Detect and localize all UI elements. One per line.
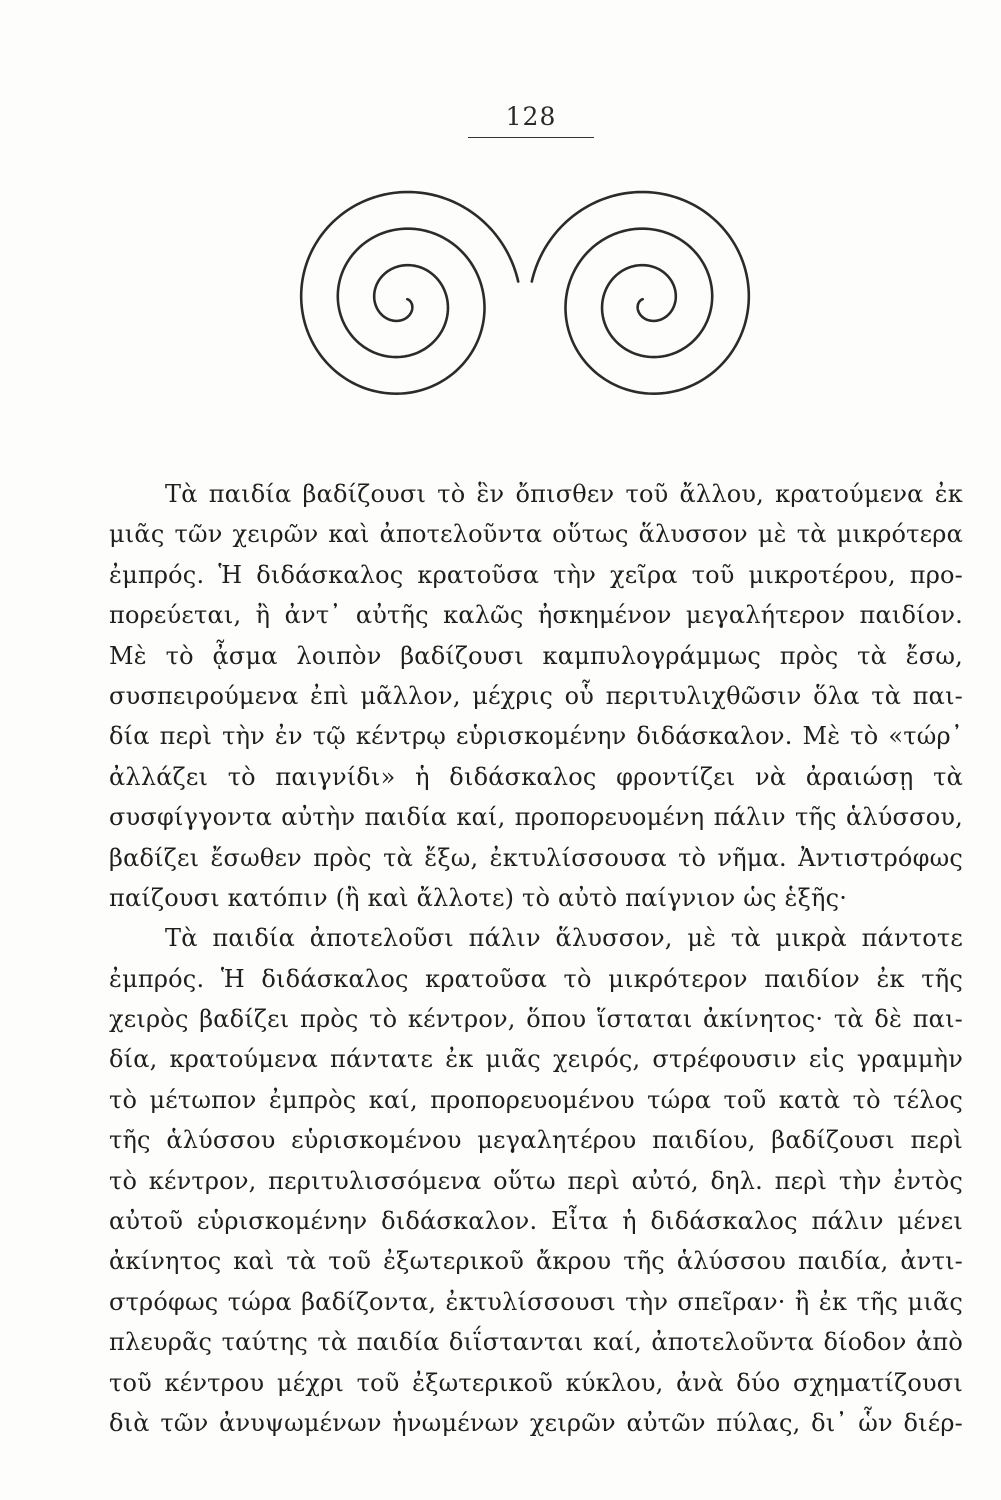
text-line: βαδίζει ἔσωθεν πρὸς τὰ ἔξω, ἐκτυλίσσουσα τὸ νῆμα. Ἀντιστρόφως xyxy=(109,843,963,872)
right-spiral-line xyxy=(532,192,749,394)
text-line: χειρὸς βαδίζει πρὸς τὸ κέντρον, ὅπου ἵσταται ἀκίνητος· τὰ δὲ παι- xyxy=(109,1005,963,1034)
double-spiral-figure xyxy=(290,180,790,420)
left-spiral-icon xyxy=(301,192,518,394)
left-spiral-line xyxy=(301,192,518,394)
text-line: ἐμπρός. Ἡ διδάσκαλος κρατοῦσα τὸ μικρότερον παιδίον ἐκ τῆς xyxy=(109,964,963,993)
text-line: ἐμπρός. Ἡ διδάσκαλος κρατοῦσα τὴν χεῖρα τοῦ μικροτέρου, προ- xyxy=(109,560,963,589)
text-line: τὸ κέντρον, περιτυλισσόμενα οὕτω περὶ αὐτό, δηλ. περὶ τὴν ἐντὸς xyxy=(109,1166,963,1195)
text-line: δία περὶ τὴν ἐν τῷ κέντρῳ εὑρισκομένην διδάσκαλον. Μὲ τὸ «τώρ᾽ xyxy=(109,722,963,751)
text-line: τῆς ἁλύσσου εὑρισκομένου μεγαλητέρου παιδίου, βαδίζουσι περὶ xyxy=(109,1126,963,1155)
text-line: συσπειρούμενα ἐπὶ μᾶλλον, μέχρις οὗ περιτυλιχθῶσιν ὅλα τὰ παι- xyxy=(109,681,963,710)
text-line: Μὲ τὸ ᾆσμα λοιπὸν βαδίζουσι καμπυλογράμμως πρὸς τὰ ἔσω, xyxy=(109,641,963,670)
body-text xyxy=(109,474,963,1443)
text-line: πλευρᾶς ταύτης τὰ παιδία διΐστανται καί, ἀποτελοῦντα δίοδον ἀπὸ xyxy=(109,1328,963,1357)
right-spiral-icon xyxy=(532,192,749,394)
text-line: μιᾶς τῶν χειρῶν καὶ ἀποτελοῦντα οὕτως ἅλυσσον μὲ τὰ μικρότερα xyxy=(109,520,963,549)
text-line: διὰ τῶν ἀνυψωμένων ἡνωμένων χειρῶν αὐτῶν πύλας, δι᾽ ὧν διέρ- xyxy=(109,1408,963,1437)
text-line: τὸ μέτωπον ἐμπρὸς καί, προπορευομένου τώρα τοῦ κατὰ τὸ τέλος xyxy=(109,1085,963,1114)
text-line: Τὰ παιδία βαδίζουσι τὸ ἓν ὄπισθεν τοῦ ἄλλου, κρατούμενα ἐκ xyxy=(165,480,963,508)
text-line: συσφίγγοντα αὐτὴν παιδία καί, προπορευομένη πάλιν τῆς ἁλύσσου, xyxy=(109,803,963,832)
page-number: 128 xyxy=(505,102,557,131)
text-line: δία, κρατούμενα πάντατε ἐκ μιᾶς χειρός, στρέφουσιν εἰς γραμμὴν xyxy=(109,1045,963,1074)
text-line: παίζουσι κατόπιν (ἢ καὶ ἄλλοτε) τὸ αὐτὸ παίγνιον ὡς ἑξῆς· xyxy=(109,883,848,912)
page-number-rule xyxy=(468,137,594,138)
text-line: ἀλλάζει τὸ παιγνίδι» ἡ διδάσκαλος φροντίζει νὰ ἀραιώσῃ τὰ xyxy=(109,762,963,791)
text-line: στρόφως τώρα βαδίζοντα, ἐκτυλίσσουσι τὴν σπεῖραν· ἢ ἐκ τῆς μιᾶς xyxy=(109,1287,963,1316)
text-line: αὐτοῦ εὑρισκομένην διδάσκαλον. Εἶτα ἡ διδάσκαλος πάλιν μένει xyxy=(109,1207,963,1236)
text-line: Τὰ παιδία ἀποτελοῦσι πάλιν ἅλυσσον, μὲ τὰ μικρὰ πάντοτε xyxy=(165,924,963,953)
text-line: ἀκίνητος καὶ τὰ τοῦ ἐξωτερικοῦ ἄκρου τῆς ἁλύσσου παιδία, ἀντι- xyxy=(109,1247,963,1276)
paragraph-2 xyxy=(109,918,963,1443)
paragraph-1 xyxy=(109,474,963,918)
text-line: τοῦ κέντρου μέχρι τοῦ ἐξωτερικοῦ κύκλου, ἀνὰ δύο σχηματίζουσι xyxy=(109,1368,963,1397)
text-line: πορεύεται, ἢ ἀντ᾽ αὐτῆς καλῶς ἠσκημένον μεγαλήτερον παιδίον. xyxy=(109,601,963,630)
